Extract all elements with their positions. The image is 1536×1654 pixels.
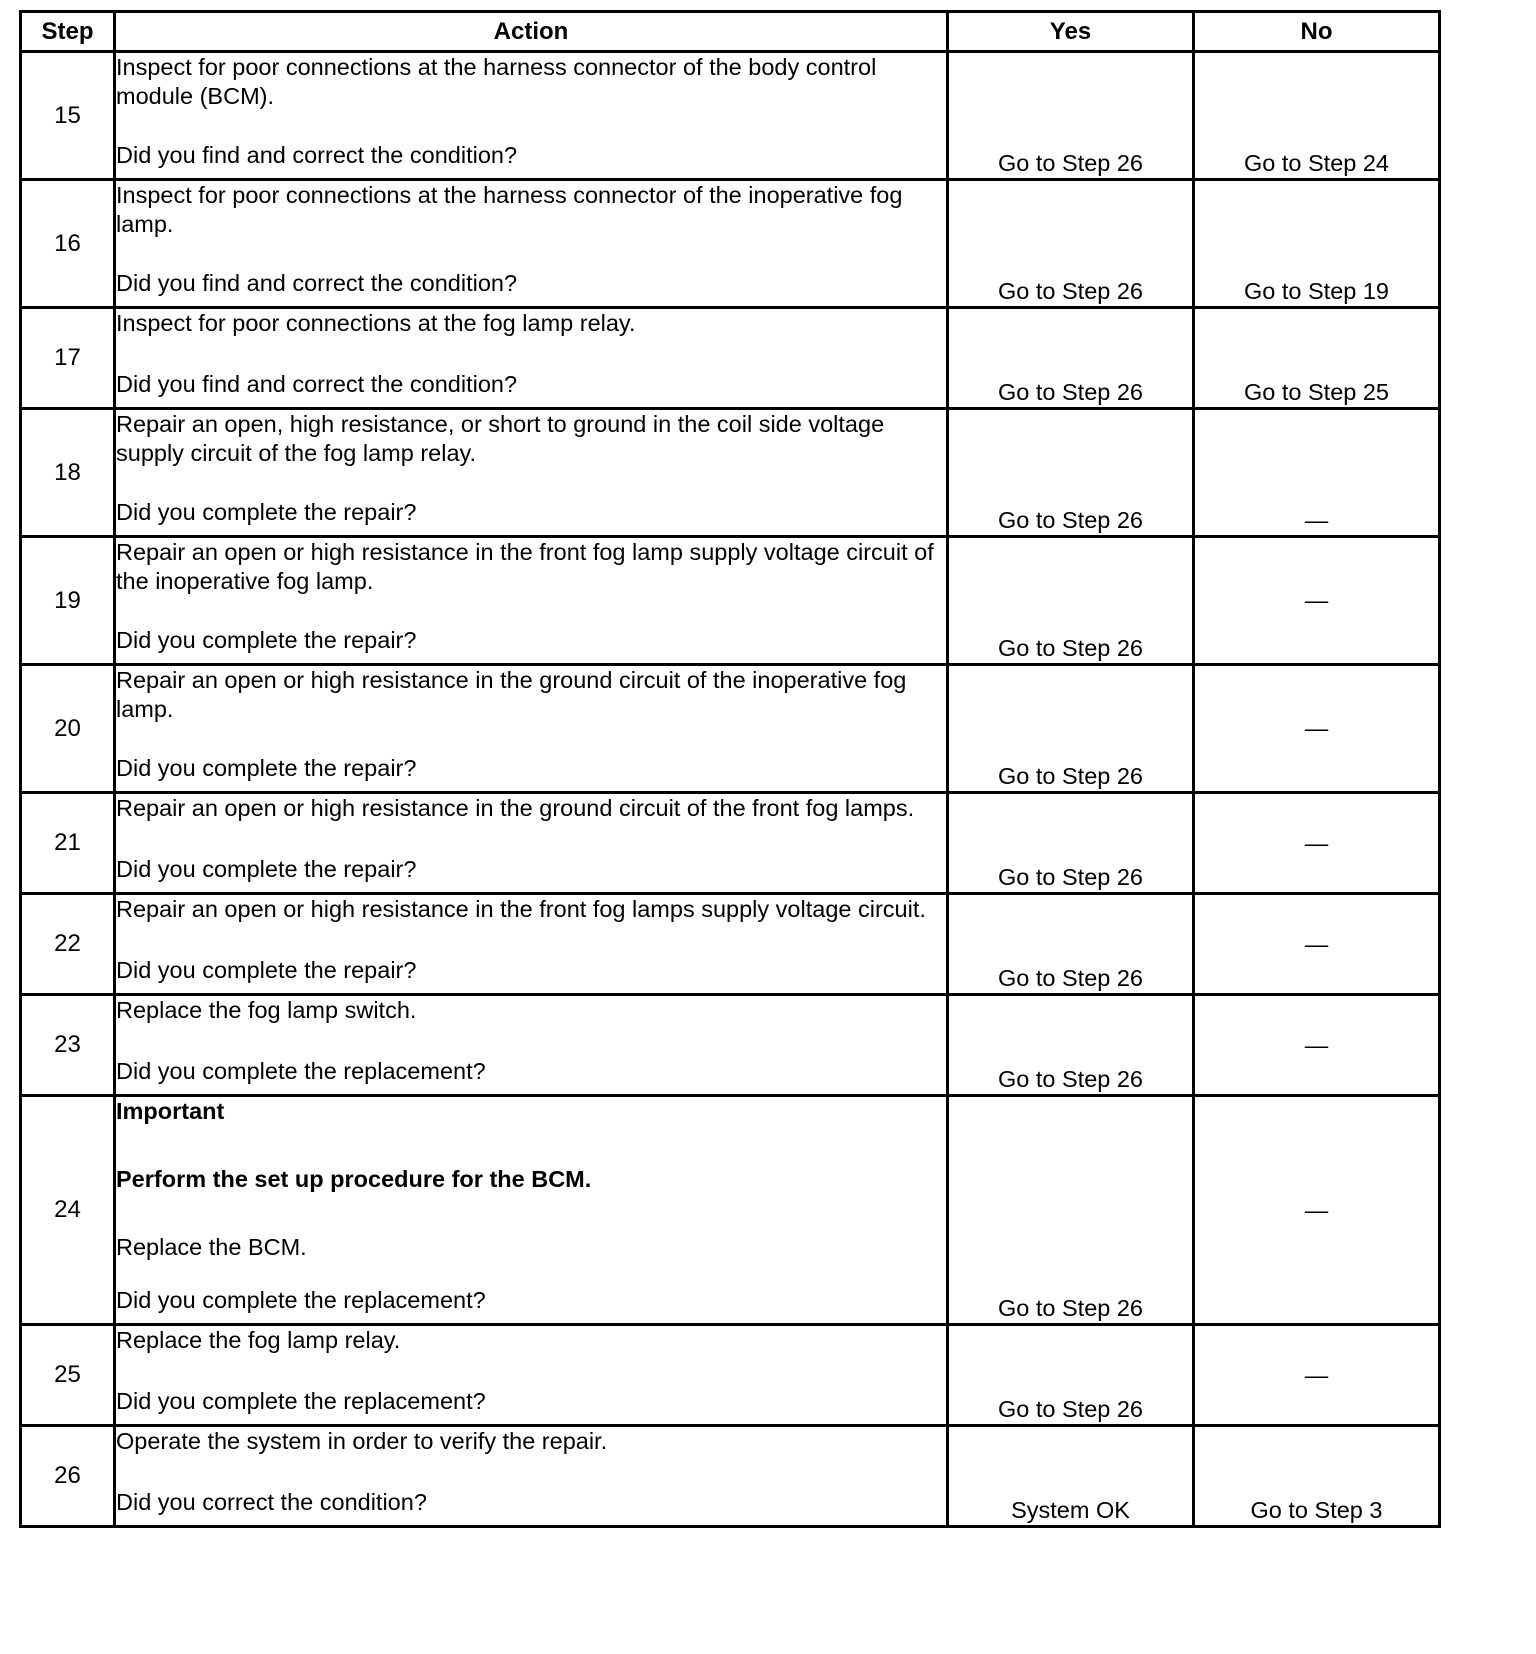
step-number: 17: [21, 308, 115, 409]
action-instruction: Repair an open or high resistance in the front fog lamps supply voltage circuit.: [116, 896, 926, 922]
yes-result: Go to Step 26: [948, 793, 1194, 894]
action-instruction: Replace the BCM.: [116, 1234, 307, 1260]
action-question: Did you complete the repair?: [116, 856, 417, 882]
action-cell: [115, 1426, 948, 1527]
yes-result: System OK: [948, 1426, 1194, 1527]
action-cell: [115, 52, 948, 180]
step-number: 20: [21, 665, 115, 793]
diagnostic-table: [19, 10, 1441, 1528]
action-cell: [115, 308, 948, 409]
header-yes: Yes: [948, 12, 1194, 52]
action-instruction: Repair an open or high resistance in the front fog lamp supply voltage circuit of the inoperative fog lamp.: [116, 539, 934, 594]
action-question: Did you complete the repair?: [116, 499, 417, 525]
no-result: —: [1194, 793, 1440, 894]
table-row: [21, 537, 1440, 665]
table-row: [21, 308, 1440, 409]
no-result: —: [1194, 894, 1440, 995]
table-row: [21, 1325, 1440, 1426]
no-result: Go to Step 19: [1194, 180, 1440, 308]
action-instruction: Inspect for poor connections at the harness connector of the inoperative fog lamp.: [116, 182, 903, 237]
table-row: [21, 52, 1440, 180]
yes-result: Go to Step 26: [948, 308, 1194, 409]
action-instruction: Inspect for poor connections at the harness connector of the body control module (BCM).: [116, 54, 877, 109]
action-question: Did you find and correct the condition?: [116, 371, 518, 397]
action-cell: [115, 894, 948, 995]
table-row: [21, 180, 1440, 308]
important-label: Important: [116, 1098, 225, 1124]
step-number: 19: [21, 537, 115, 665]
no-result: —: [1194, 995, 1440, 1096]
header-row: [21, 12, 1440, 52]
step-number: 16: [21, 180, 115, 308]
no-result: —: [1194, 665, 1440, 793]
no-result: —: [1194, 1096, 1440, 1325]
action-instruction: Replace the fog lamp relay.: [116, 1327, 401, 1353]
action-question: Did you complete the replacement?: [116, 1388, 486, 1414]
yes-result: Go to Step 26: [948, 180, 1194, 308]
action-instruction: Replace the fog lamp switch.: [116, 997, 417, 1023]
action-instruction: Operate the system in order to verify the repair.: [116, 1428, 608, 1454]
action-cell: [115, 1096, 948, 1325]
header-no: No: [1194, 12, 1440, 52]
action-question: Did you find and correct the condition?: [116, 142, 518, 168]
action-question: Did you complete the repair?: [116, 627, 417, 653]
step-number: 21: [21, 793, 115, 894]
table-row: [21, 409, 1440, 537]
action-question: Did you complete the repair?: [116, 957, 417, 983]
table-row: [21, 1426, 1440, 1527]
table-row: [21, 894, 1440, 995]
action-question: Did you correct the condition?: [116, 1489, 427, 1515]
header-action: Action: [115, 12, 948, 52]
action-question: Did you complete the replacement?: [116, 1287, 486, 1313]
action-cell: [115, 180, 948, 308]
no-result: —: [1194, 409, 1440, 537]
action-cell: [115, 793, 948, 894]
no-result: Go to Step 3: [1194, 1426, 1440, 1527]
step-number: 22: [21, 894, 115, 995]
table-row: [21, 793, 1440, 894]
yes-result: Go to Step 26: [948, 665, 1194, 793]
yes-result: Go to Step 26: [948, 1096, 1194, 1325]
action-cell: [115, 537, 948, 665]
action-cell: [115, 665, 948, 793]
yes-result: Go to Step 26: [948, 995, 1194, 1096]
step-number: 25: [21, 1325, 115, 1426]
action-instruction: Repair an open or high resistance in the ground circuit of the front fog lamps.: [116, 795, 915, 821]
table-row: [21, 665, 1440, 793]
step-number: 18: [21, 409, 115, 537]
yes-result: Go to Step 26: [948, 894, 1194, 995]
yes-result: Go to Step 26: [948, 52, 1194, 180]
action-question: Did you complete the repair?: [116, 755, 417, 781]
action-question: Did you complete the replacement?: [116, 1058, 486, 1084]
table-row: [21, 995, 1440, 1096]
no-result: —: [1194, 1325, 1440, 1426]
no-result: Go to Step 24: [1194, 52, 1440, 180]
action-cell: [115, 995, 948, 1096]
action-instruction: Inspect for poor connections at the fog lamp relay.: [116, 310, 636, 336]
yes-result: Go to Step 26: [948, 1325, 1194, 1426]
step-number: 26: [21, 1426, 115, 1527]
yes-result: Go to Step 26: [948, 537, 1194, 665]
action-instruction: Repair an open or high resistance in the ground circuit of the inoperative fog lamp.: [116, 667, 907, 722]
header-step: Step: [21, 12, 115, 52]
step-number: 15: [21, 52, 115, 180]
important-note: Perform the set up procedure for the BCM.: [116, 1166, 592, 1192]
action-question: Did you find and correct the condition?: [116, 270, 518, 296]
step-number: 24: [21, 1096, 115, 1325]
action-instruction: Repair an open, high resistance, or short to ground in the coil side voltage supply circuit of the fog lamp relay.: [116, 411, 885, 466]
table-row: [21, 1096, 1440, 1325]
action-cell: [115, 1325, 948, 1426]
action-cell: [115, 409, 948, 537]
yes-result: Go to Step 26: [948, 409, 1194, 537]
no-result: —: [1194, 537, 1440, 665]
no-result: Go to Step 25: [1194, 308, 1440, 409]
step-number: 23: [21, 995, 115, 1096]
